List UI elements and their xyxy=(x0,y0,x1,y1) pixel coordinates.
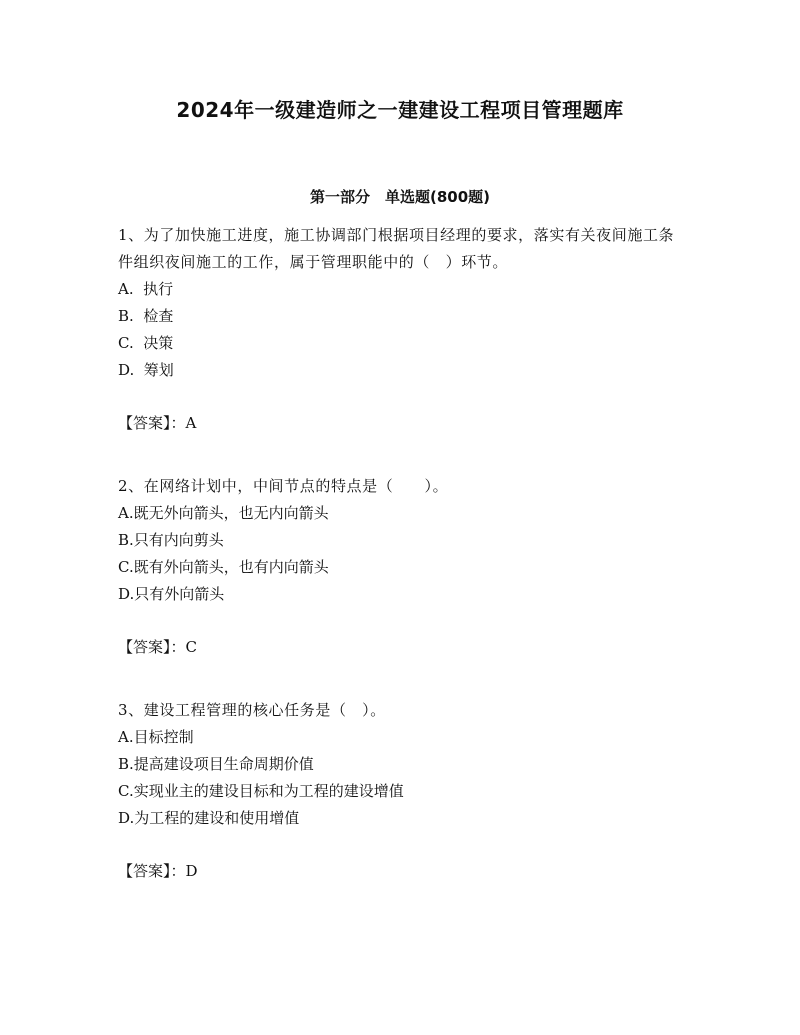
answer-value: D xyxy=(185,862,198,880)
option-c: C. 决策 xyxy=(118,334,174,352)
answer-separator: ： xyxy=(170,862,186,880)
answer-separator: ： xyxy=(170,414,186,432)
answer-line xyxy=(118,634,688,661)
option-c: C.实现业主的建设目标和为工程的建设增值 xyxy=(118,782,404,800)
question-stem: 1、为了加快施工进度，施工协调部门根据项目经理的要求，落实有关夜间施工条件组织夜间施工的工作，属于管理职能中的（ ）环节。 xyxy=(118,226,675,271)
option-d: D.为工程的建设和使用增值 xyxy=(118,809,300,827)
option-b: B.提高建设项目生命周期价值 xyxy=(118,755,314,773)
question-3 xyxy=(118,697,688,885)
option-d: D.只有外向箭头 xyxy=(118,585,225,603)
option-a: A.既无外向箭头，也无内向箭头 xyxy=(118,504,329,522)
document-title: 2024年一级建造师之一建建设工程项目管理题库 xyxy=(176,98,624,122)
question-stem: 2、在网络计划中，中间节点的特点是（ ）。 xyxy=(118,477,449,495)
answer-label: 【答案】 xyxy=(118,862,171,880)
option-a: A.目标控制 xyxy=(118,728,194,746)
answer-line xyxy=(118,410,688,437)
answer-value: A xyxy=(185,414,197,432)
option-a: A. 执行 xyxy=(118,280,174,298)
option-b: B. 检查 xyxy=(118,307,174,325)
answer-label: 【答案】 xyxy=(118,638,171,656)
question-list xyxy=(118,222,688,921)
option-c: C.既有外向箭头，也有内向箭头 xyxy=(118,558,329,576)
answer-value: C xyxy=(185,638,198,656)
answer-separator: ： xyxy=(170,638,186,656)
answer-line xyxy=(118,858,688,885)
option-d: D. 筹划 xyxy=(118,361,174,379)
question-stem: 3、建设工程管理的核心任务是（ ）。 xyxy=(118,701,386,719)
question-2 xyxy=(118,473,688,661)
answer-label: 【答案】 xyxy=(118,414,171,432)
option-b: B.只有内向剪头 xyxy=(118,531,224,549)
question-1 xyxy=(118,222,688,437)
section-title: 第一部分 单选题(800题) xyxy=(309,188,491,206)
